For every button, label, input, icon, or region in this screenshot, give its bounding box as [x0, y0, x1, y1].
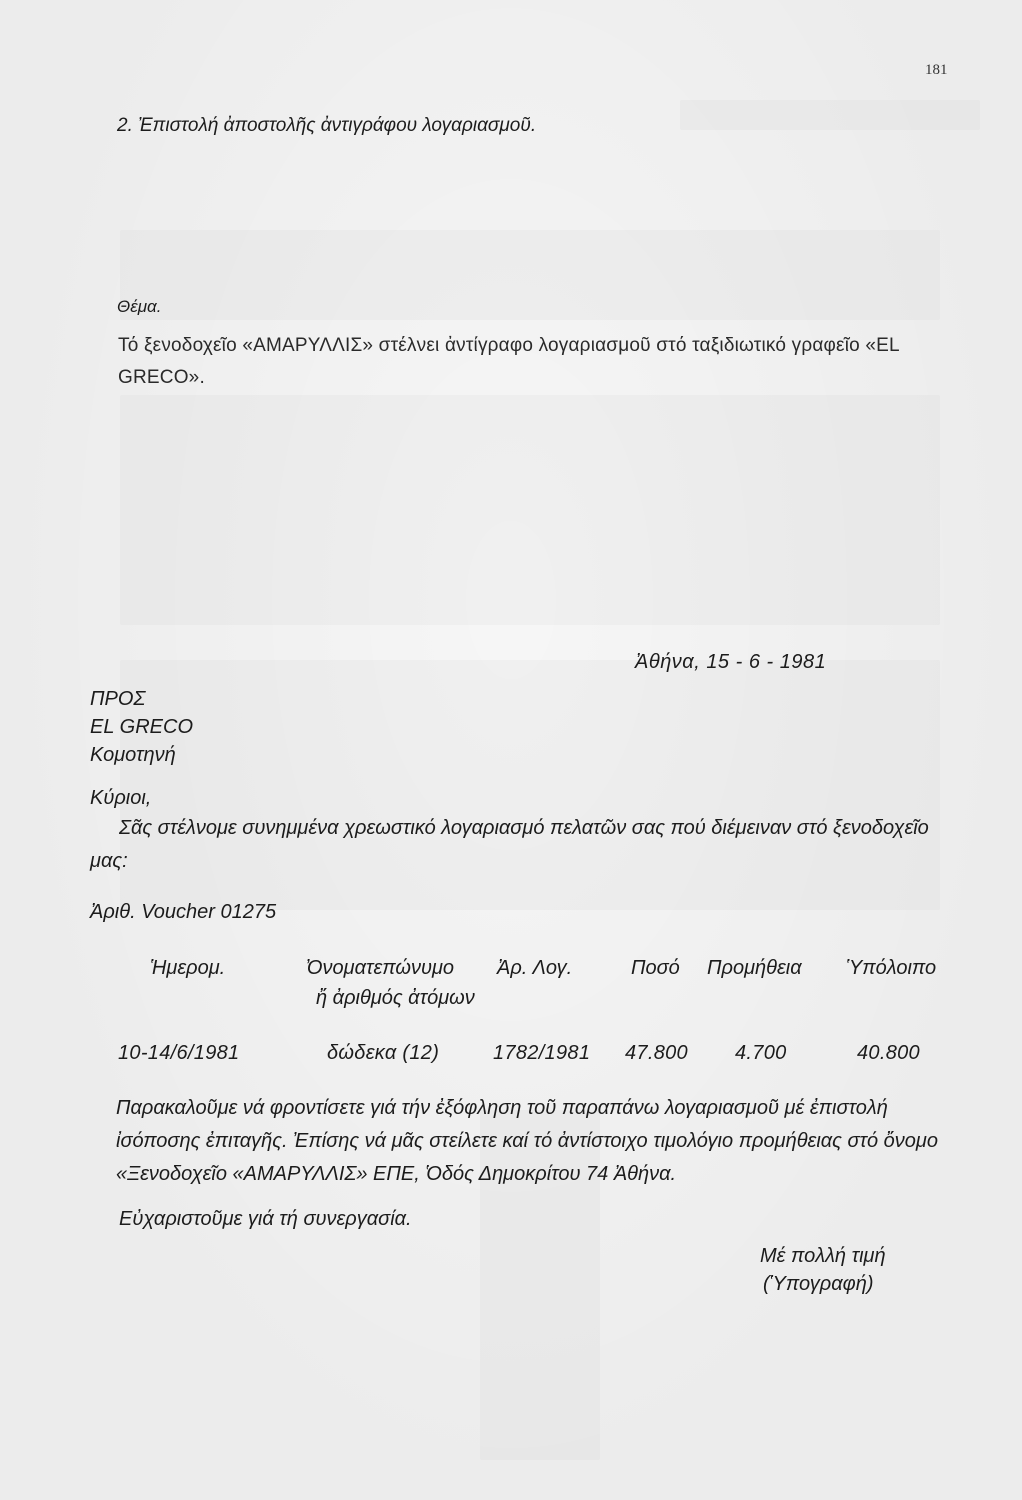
- table-cell-balance: 40.800: [857, 1042, 920, 1064]
- table-cell-amount: 47.800: [625, 1042, 688, 1064]
- table-cell-account: 1782/1981: [493, 1042, 591, 1064]
- bleed-through: [120, 395, 940, 625]
- recipient-name: EL GRECO: [90, 716, 193, 738]
- subject-text: Τό ξενοδοχεῖο «ΑΜΑΡΥΛΛΙΣ» στέλνει ἀντίγραφο λογαριασμοῦ στό ταξιδιωτικό γραφεῖο «EL GRECO».: [118, 335, 900, 388]
- to-label: ΠΡΟΣ: [90, 688, 146, 710]
- table-header-date: Ἡμερομ.: [150, 957, 226, 979]
- letter-date: Ἀθήνα, 15 - 6 - 1981: [635, 651, 827, 673]
- table-cell-persons: δώδεκα (12): [327, 1042, 440, 1064]
- table-header-commission: Προμήθεια: [707, 957, 802, 979]
- signature-placeholder: (Ὑπογραφή): [763, 1273, 874, 1295]
- table-header-name-line2: ἤ ἀριθμός ἀτόμων: [316, 987, 475, 1009]
- letter-paragraph-2: Παρακαλοῦμε νά φροντίσετε γιά τήν ἐξόφληση τοῦ παραπάνω λογαριασμοῦ μέ ἐπιστολή ἰσόποσης ἐπιταγῆς. Ἐπίσης νά μᾶς στείλετε καί τό ἀντίστοιχο τιμολόγιο προμήθειας στό ὄνομο «Ξενοδοχεῖο «ΑΜΑΡΥΛΛΙΣ» ΕΠΕ, Ὁδός Δημοκρίτου 74 Ἀθήνα.: [116, 1097, 939, 1185]
- salutation: Κύριοι,: [90, 787, 152, 809]
- table-header-balance: Ὑπόλοιπο: [846, 957, 937, 979]
- table-cell-commission: 4.700: [735, 1042, 787, 1064]
- thanks-line: Εὐχαριστοῦμε γιά τή συνεργασία.: [119, 1208, 412, 1230]
- subject-label: Θέμα.: [117, 297, 162, 316]
- recipient-city: Κομοτηνή: [90, 744, 176, 766]
- voucher-number: Ἀριθ. Voucher 01275: [90, 901, 277, 923]
- closing-line: Μέ πολλή τιμή: [760, 1245, 886, 1267]
- page-number: 181: [925, 62, 948, 78]
- letter-paragraph-1: Σᾶς στέλνομε συνημμένα χρεωστικό λογαριασμό πελατῶν σας πού διέμειναν στό ξενοδοχεῖο μας:: [90, 817, 929, 872]
- table-header-name: Ὀνοματεπώνυμο: [306, 957, 455, 979]
- bleed-through: [120, 230, 940, 320]
- bleed-through: [680, 100, 980, 130]
- table-header-amount: Ποσό: [631, 957, 680, 979]
- table-header-account: Ἀρ. Λογ.: [497, 957, 573, 979]
- table-cell-date: 10-14/6/1981: [118, 1042, 240, 1064]
- section-heading: 2. Ἐπιστολή ἀποστολῆς ἀντιγράφου λογαριασμοῦ.: [117, 115, 537, 136]
